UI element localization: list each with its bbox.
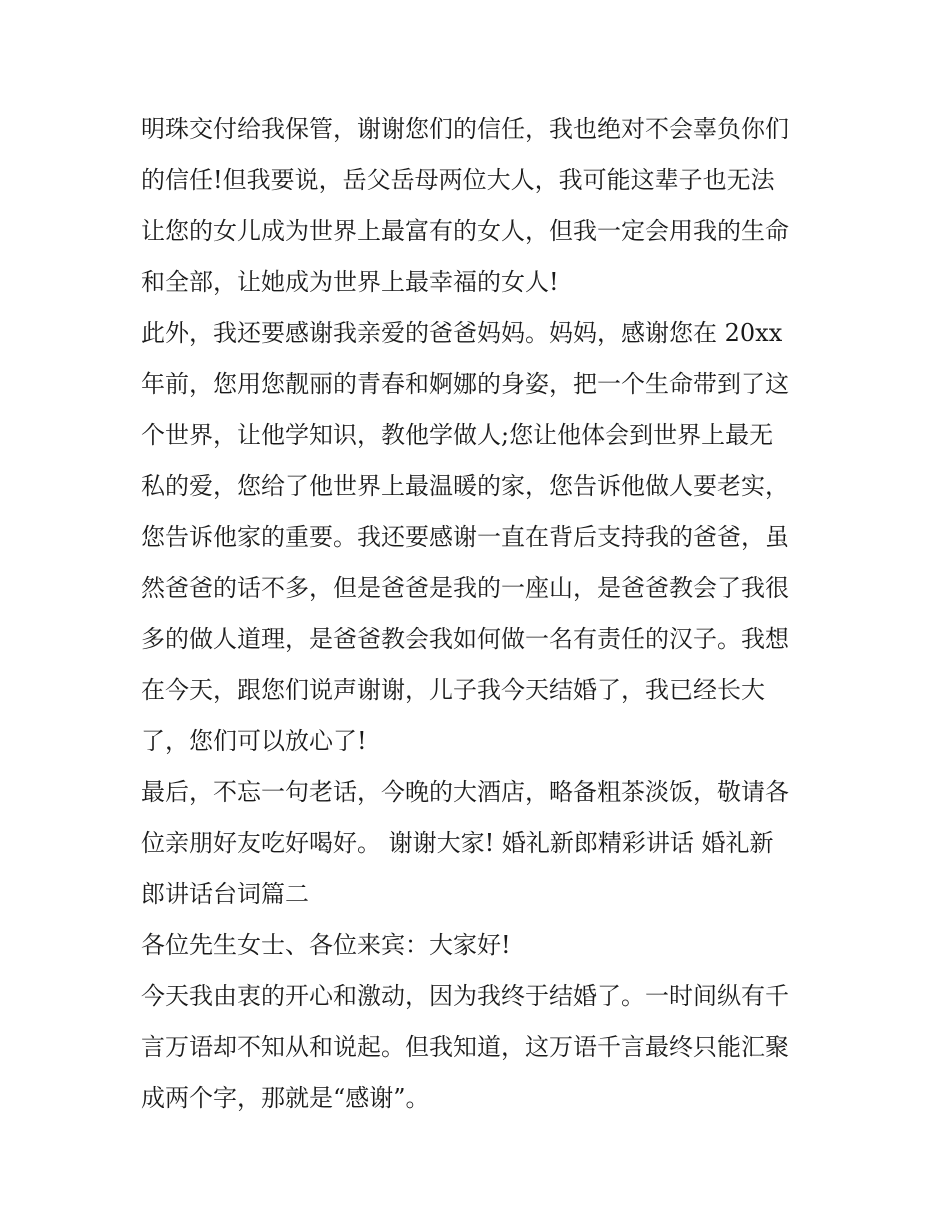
text-line: 各位先生女士、各位来宾：大家好! xyxy=(141,931,511,959)
text-line: 最后，不忘一句老话，今晚的大酒店，略备粗茶淡饭，敬请各 xyxy=(141,778,789,806)
text-line: 言万语却不知从和说起。但我知道，这万语千言最终只能汇聚 xyxy=(141,1033,789,1061)
text-line: 私的爱，您给了他世界上最温暖的家，您告诉他做人要老实， xyxy=(141,472,789,500)
text-line: 您告诉他家的重要。我还要感谢一直在背后支持我的爸爸，虽 xyxy=(141,523,789,551)
text-line: 多的做人道理，是爸爸教会我如何做一名有责任的汉子。我想 xyxy=(141,625,789,653)
text-line: 此外，我还要感谢我亲爱的爸爸妈妈。妈妈，感谢您在 20xx xyxy=(141,319,783,347)
text-line: 让您的女儿成为世界上最富有的女人，但我一定会用我的生命 xyxy=(141,217,789,245)
text-line: 郎讲话台词篇二 xyxy=(141,880,309,908)
text-line: 位亲朋好友吃好喝好。 谢谢大家! 婚礼新郎精彩讲话 婚礼新 xyxy=(141,829,774,857)
text-line: 年前，您用您靓丽的青春和婀娜的身姿，把一个生命带到了这 xyxy=(141,370,789,398)
body-text xyxy=(141,104,821,1124)
text-line: 成两个字，那就是“感谢”。 xyxy=(141,1084,430,1112)
text-line: 明珠交付给我保管，谢谢您们的信任，我也绝对不会辜负你们 xyxy=(141,115,789,143)
text-line: 了，您们可以放心了! xyxy=(141,727,367,755)
text-line: 个世界，让他学知识，教他学做人;您让他体会到世界上最无 xyxy=(141,421,774,449)
text-line: 的信任!但我要说，岳父岳母两位大人，我可能这辈子也无法 xyxy=(141,166,775,194)
text-line: 然爸爸的话不多，但是爸爸是我的一座山，是爸爸教会了我很 xyxy=(141,574,789,602)
text-line: 在今天，跟您们说声谢谢，儿子我今天结婚了，我已经长大 xyxy=(141,676,765,704)
text-line: 今天我由衷的开心和激动，因为我终于结婚了。一时间纵有千 xyxy=(141,982,789,1010)
text-line: 和全部，让她成为世界上最幸福的女人! xyxy=(141,268,559,296)
